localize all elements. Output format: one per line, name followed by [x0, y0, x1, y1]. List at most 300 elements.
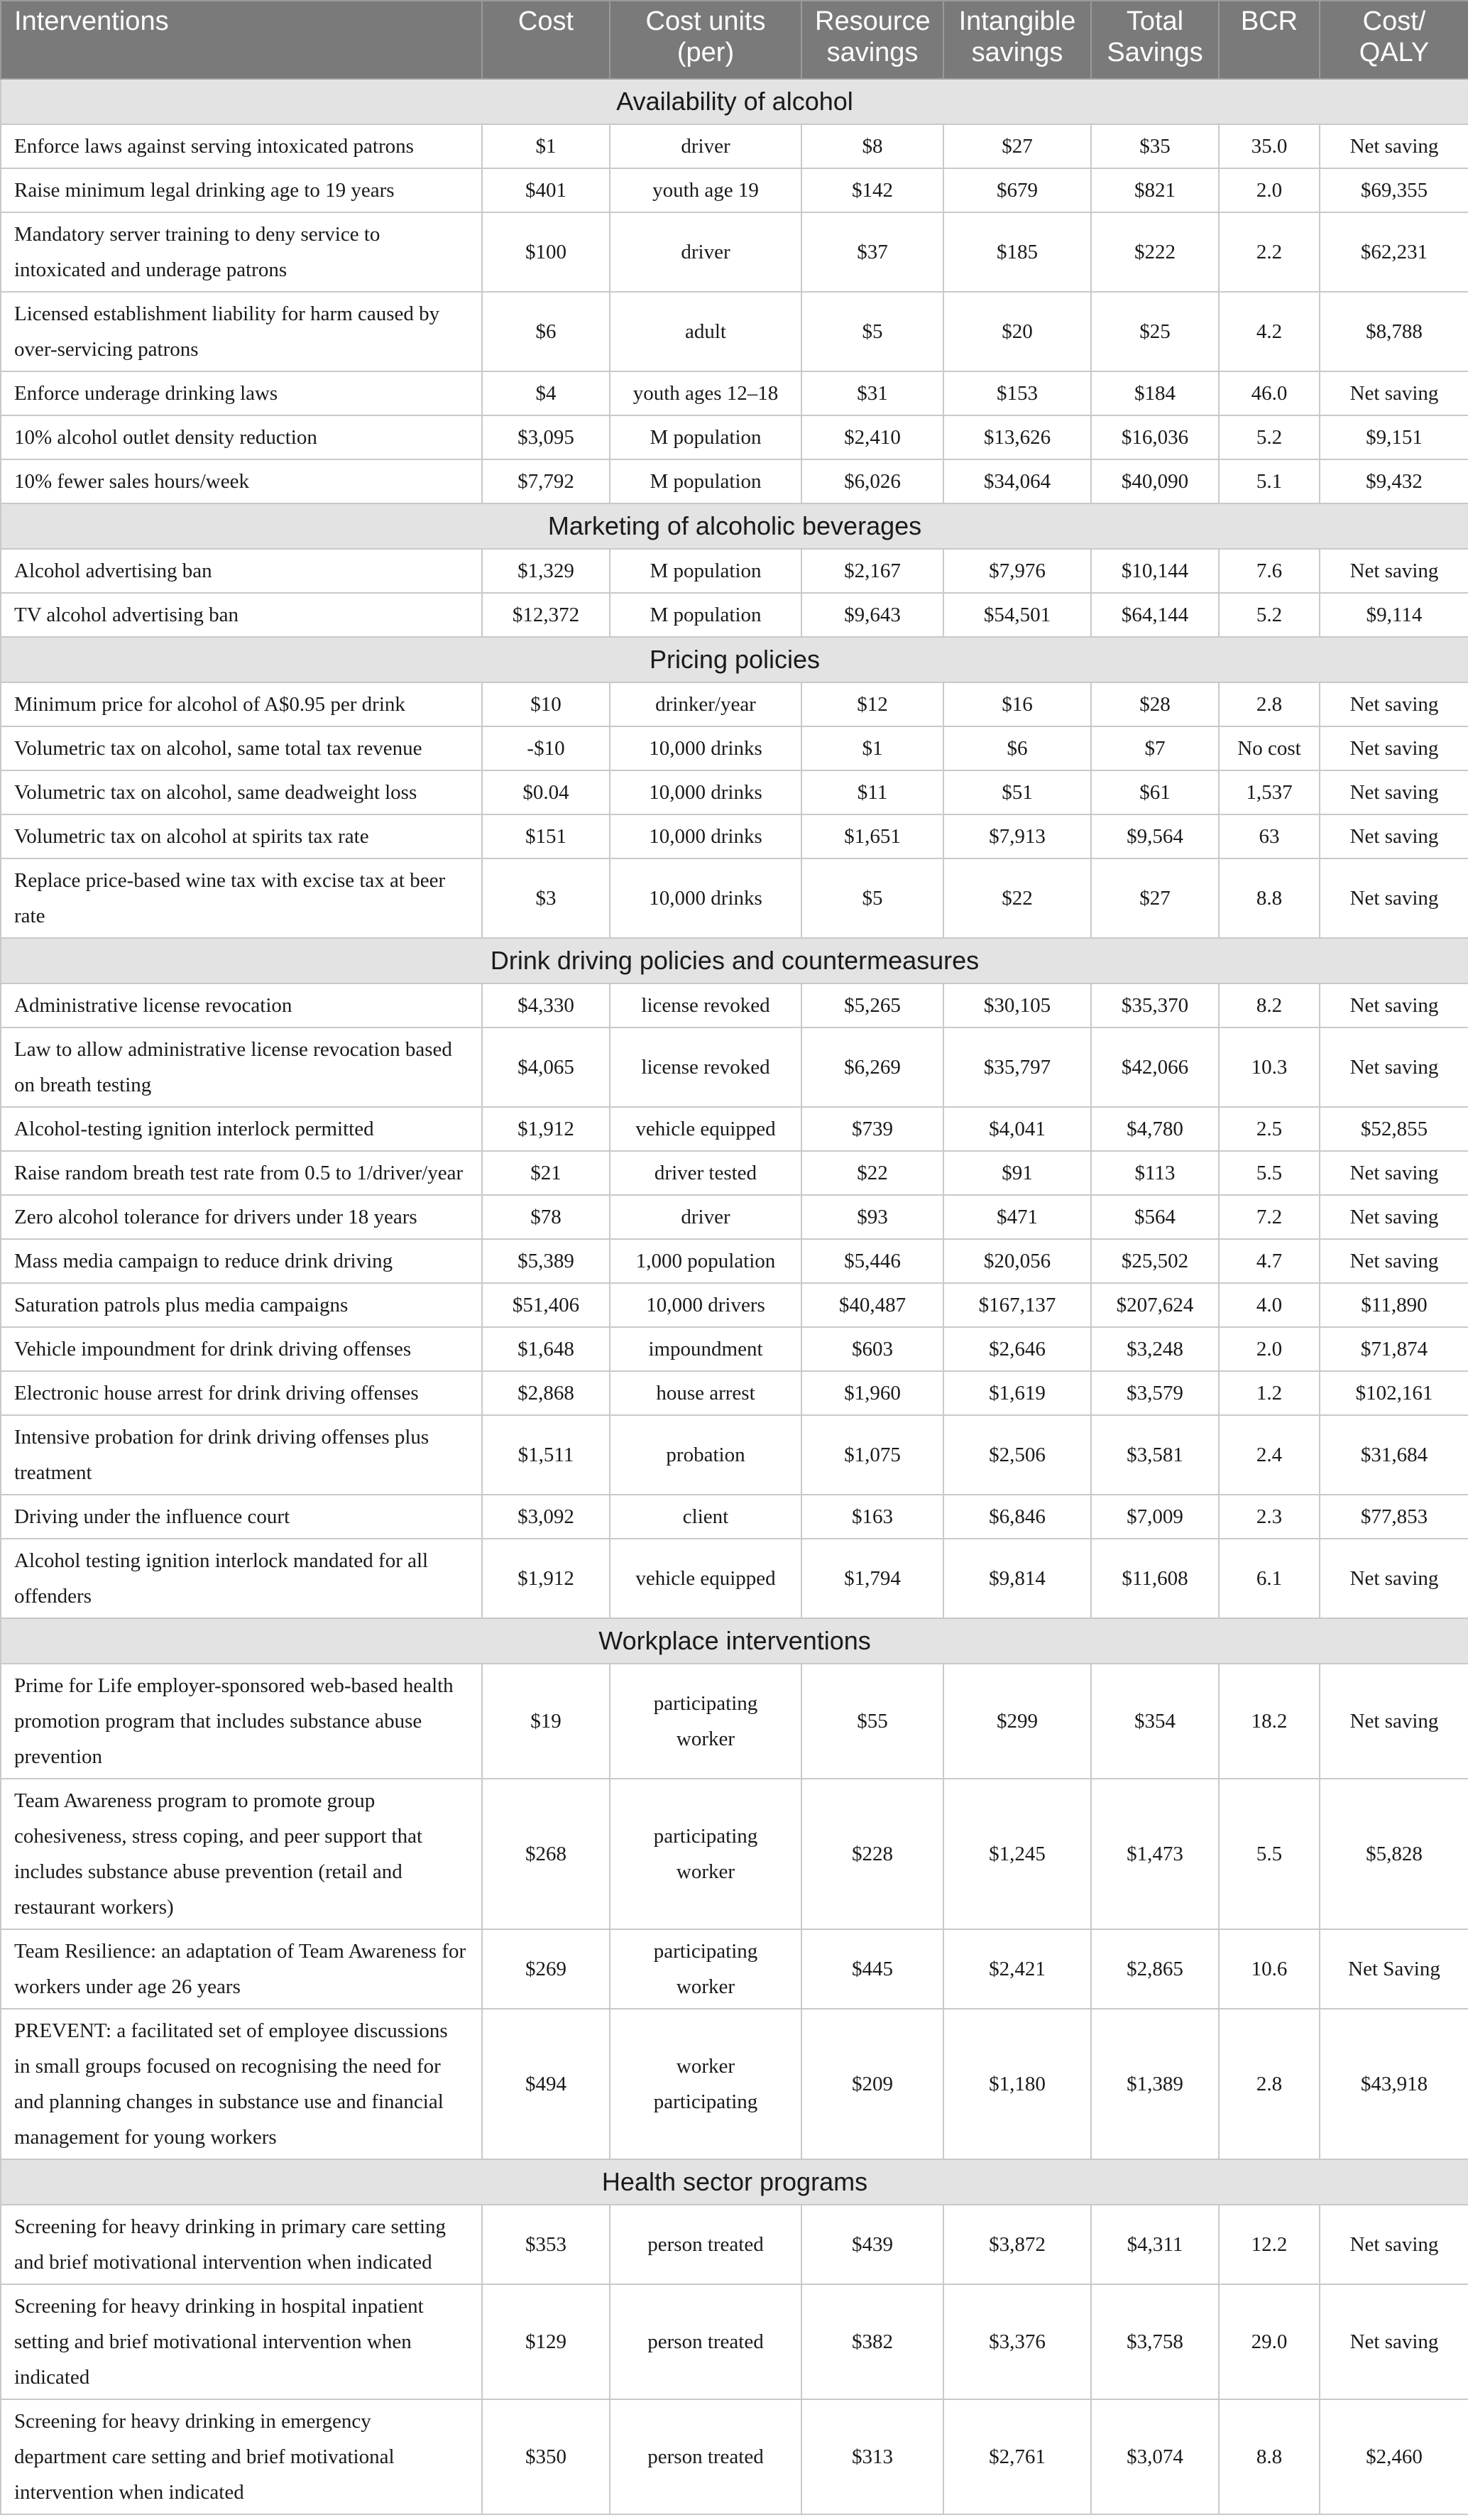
- total-savings-cell: $42,066: [1091, 1027, 1219, 1107]
- table-row: [1, 2284, 1468, 2399]
- cost-cell: $3: [482, 858, 610, 938]
- table-row: [1, 858, 1468, 938]
- cost-units-cell: participating worker: [610, 1664, 801, 1779]
- table-body: [1, 79, 1468, 2514]
- cost-cell: $1,329: [482, 549, 610, 593]
- table-row: [1, 459, 1468, 503]
- resource-savings-cell: $31: [801, 371, 943, 415]
- intervention-cell: Electronic house arrest for drink driving offenses: [1, 1371, 482, 1415]
- cost-units-cell: M population: [610, 415, 801, 459]
- table-row: [1, 549, 1468, 593]
- cost-units-cell: 1,000 population: [610, 1239, 801, 1283]
- cost-cell: $10: [482, 682, 610, 726]
- total-savings-cell: $35: [1091, 124, 1219, 168]
- table-row: [1, 1929, 1468, 2009]
- bcr-cell: 35.0: [1219, 124, 1320, 168]
- intangible-savings-cell: $54,501: [943, 593, 1091, 637]
- resource-savings-cell: $93: [801, 1195, 943, 1239]
- intangible-savings-cell: $16: [943, 682, 1091, 726]
- intervention-cell: Volumetric tax on alcohol, same total tax revenue: [1, 726, 482, 770]
- intangible-savings-cell: $1,619: [943, 1371, 1091, 1415]
- intervention-cell: Administrative license revocation: [1, 983, 482, 1027]
- intangible-savings-cell: $20: [943, 292, 1091, 371]
- table-row: [1, 371, 1468, 415]
- cost-per-qaly-cell: $69,355: [1320, 168, 1468, 212]
- intervention-cell: Team Awareness program to promote group cohesiveness, stress coping, and peer support that includes substance abuse prevention (retail and restaurant workers): [1, 1779, 482, 1929]
- intangible-savings-cell: $3,376: [943, 2284, 1091, 2399]
- cost-units-cell: driver: [610, 124, 801, 168]
- table-row: [1, 1239, 1468, 1283]
- cost-cell: $494: [482, 2009, 610, 2159]
- header-total-savings: Total Savings: [1091, 1, 1219, 79]
- bcr-cell: 5.1: [1219, 459, 1320, 503]
- cost-cell: $353: [482, 2205, 610, 2284]
- intangible-savings-cell: $167,137: [943, 1283, 1091, 1327]
- total-savings-cell: $4,780: [1091, 1107, 1219, 1151]
- intervention-cell: Screening for heavy drinking in primary care setting and brief motivational intervention when indicated: [1, 2205, 482, 2284]
- cost-per-qaly-cell: Net saving: [1320, 1664, 1468, 1779]
- cost-per-qaly-cell: Net saving: [1320, 124, 1468, 168]
- cost-cell: $7,792: [482, 459, 610, 503]
- cost-per-qaly-cell: Net saving: [1320, 2205, 1468, 2284]
- table-row: [1, 1283, 1468, 1327]
- bcr-cell: 2.0: [1219, 168, 1320, 212]
- cost-cell: $4: [482, 371, 610, 415]
- intangible-savings-cell: $185: [943, 212, 1091, 292]
- total-savings-cell: $9,564: [1091, 814, 1219, 858]
- section-row: [1, 79, 1468, 124]
- header-cost-per-qaly: Cost/ QALY: [1320, 1, 1468, 79]
- bcr-cell: 8.8: [1219, 2399, 1320, 2514]
- header-resource-savings: Resource savings: [801, 1, 943, 79]
- intervention-cell: 10% alcohol outlet density reduction: [1, 415, 482, 459]
- section-title: Marketing of alcoholic beverages: [1, 503, 1468, 549]
- table-row: [1, 1495, 1468, 1539]
- cost-units-cell: driver tested: [610, 1151, 801, 1195]
- intervention-cell: Licensed establishment liability for harm caused by over-servicing patrons: [1, 292, 482, 371]
- cost-cell: $350: [482, 2399, 610, 2514]
- total-savings-cell: $4,311: [1091, 2205, 1219, 2284]
- table-row: [1, 415, 1468, 459]
- cost-units-cell: 10,000 drinks: [610, 858, 801, 938]
- cost-per-qaly-cell: $8,788: [1320, 292, 1468, 371]
- bcr-cell: 8.2: [1219, 983, 1320, 1027]
- section-row: [1, 1618, 1468, 1664]
- cost-per-qaly-cell: Net saving: [1320, 1027, 1468, 1107]
- total-savings-cell: $3,248: [1091, 1327, 1219, 1371]
- cost-per-qaly-cell: Net saving: [1320, 770, 1468, 814]
- table-row: [1, 983, 1468, 1027]
- resource-savings-cell: $739: [801, 1107, 943, 1151]
- cost-per-qaly-cell: $71,874: [1320, 1327, 1468, 1371]
- cost-per-qaly-cell: $77,853: [1320, 1495, 1468, 1539]
- table-row: [1, 124, 1468, 168]
- table-row: [1, 682, 1468, 726]
- table-row: [1, 1779, 1468, 1929]
- bcr-cell: 2.4: [1219, 1415, 1320, 1495]
- total-savings-cell: $564: [1091, 1195, 1219, 1239]
- total-savings-cell: $222: [1091, 212, 1219, 292]
- intervention-cell: Driving under the influence court: [1, 1495, 482, 1539]
- intangible-savings-cell: $471: [943, 1195, 1091, 1239]
- cost-units-cell: M population: [610, 549, 801, 593]
- table-row: [1, 1371, 1468, 1415]
- table-row: [1, 1415, 1468, 1495]
- cost-units-cell: drinker/year: [610, 682, 801, 726]
- bcr-cell: 2.3: [1219, 1495, 1320, 1539]
- cost-units-cell: probation: [610, 1415, 801, 1495]
- bcr-cell: 4.0: [1219, 1283, 1320, 1327]
- total-savings-cell: $11,608: [1091, 1539, 1219, 1618]
- cost-per-qaly-cell: Net saving: [1320, 371, 1468, 415]
- cost-per-qaly-cell: $9,432: [1320, 459, 1468, 503]
- resource-savings-cell: $163: [801, 1495, 943, 1539]
- intangible-savings-cell: $9,814: [943, 1539, 1091, 1618]
- total-savings-cell: $35,370: [1091, 983, 1219, 1027]
- cost-units-cell: M population: [610, 459, 801, 503]
- cost-cell: $1,912: [482, 1107, 610, 1151]
- cost-cell: $2,868: [482, 1371, 610, 1415]
- cost-cell: $12,372: [482, 593, 610, 637]
- table-row: [1, 212, 1468, 292]
- intangible-savings-cell: $7,976: [943, 549, 1091, 593]
- resource-savings-cell: $12: [801, 682, 943, 726]
- table-header: [1, 1, 1468, 79]
- intervention-cell: PREVENT: a facilitated set of employee discussions in small groups focused on recognising the need for and planning changes in substance use and financial management for young workers: [1, 2009, 482, 2159]
- resource-savings-cell: $5,265: [801, 983, 943, 1027]
- total-savings-cell: $1,473: [1091, 1779, 1219, 1929]
- intangible-savings-cell: $2,421: [943, 1929, 1091, 2009]
- cost-cell: $269: [482, 1929, 610, 2009]
- resource-savings-cell: $11: [801, 770, 943, 814]
- cost-cell: $1,912: [482, 1539, 610, 1618]
- header-intangible-savings: Intangible savings: [943, 1, 1091, 79]
- intangible-savings-cell: $4,041: [943, 1107, 1091, 1151]
- cost-cell: $3,092: [482, 1495, 610, 1539]
- resource-savings-cell: $2,410: [801, 415, 943, 459]
- cost-cell: $100: [482, 212, 610, 292]
- bcr-cell: 7.2: [1219, 1195, 1320, 1239]
- cost-units-cell: adult: [610, 292, 801, 371]
- cost-cell: $0.04: [482, 770, 610, 814]
- cost-cell: $151: [482, 814, 610, 858]
- table-row: [1, 2205, 1468, 2284]
- section-row: [1, 2159, 1468, 2205]
- cost-per-qaly-cell: Net saving: [1320, 1195, 1468, 1239]
- bcr-cell: 4.7: [1219, 1239, 1320, 1283]
- intangible-savings-cell: $153: [943, 371, 1091, 415]
- cost-cell: $21: [482, 1151, 610, 1195]
- cost-units-cell: client: [610, 1495, 801, 1539]
- table-row: [1, 1327, 1468, 1371]
- intervention-cell: Volumetric tax on alcohol at spirits tax rate: [1, 814, 482, 858]
- cost-per-qaly-cell: $2,460: [1320, 2399, 1468, 2514]
- intangible-savings-cell: $679: [943, 168, 1091, 212]
- intervention-cell: Vehicle impoundment for drink driving offenses: [1, 1327, 482, 1371]
- cost-per-qaly-cell: Net saving: [1320, 726, 1468, 770]
- total-savings-cell: $821: [1091, 168, 1219, 212]
- intervention-cell: Screening for heavy drinking in emergency department care setting and brief motivational intervention when indicated: [1, 2399, 482, 2514]
- table-row: [1, 593, 1468, 637]
- cost-per-qaly-cell: Net saving: [1320, 1239, 1468, 1283]
- bcr-cell: 1,537: [1219, 770, 1320, 814]
- section-title: Workplace interventions: [1, 1618, 1468, 1664]
- bcr-cell: 5.5: [1219, 1779, 1320, 1929]
- cost-units-cell: M population: [610, 593, 801, 637]
- total-savings-cell: $207,624: [1091, 1283, 1219, 1327]
- cost-cell: $3,095: [482, 415, 610, 459]
- intangible-savings-cell: $299: [943, 1664, 1091, 1779]
- section-title: Health sector programs: [1, 2159, 1468, 2205]
- total-savings-cell: $113: [1091, 1151, 1219, 1195]
- bcr-cell: 2.5: [1219, 1107, 1320, 1151]
- section-title: Drink driving policies and countermeasures: [1, 938, 1468, 983]
- total-savings-cell: $10,144: [1091, 549, 1219, 593]
- cost-per-qaly-cell: Net saving: [1320, 858, 1468, 938]
- resource-savings-cell: $37: [801, 212, 943, 292]
- cost-units-cell: 10,000 drinks: [610, 814, 801, 858]
- cost-units-cell: 10,000 drivers: [610, 1283, 801, 1327]
- intangible-savings-cell: $1,245: [943, 1779, 1091, 1929]
- resource-savings-cell: $5: [801, 292, 943, 371]
- cost-units-cell: youth age 19: [610, 168, 801, 212]
- resource-savings-cell: $9,643: [801, 593, 943, 637]
- resource-savings-cell: $5: [801, 858, 943, 938]
- header-row: [1, 1, 1468, 79]
- cost-per-qaly-cell: Net saving: [1320, 549, 1468, 593]
- total-savings-cell: $3,579: [1091, 1371, 1219, 1415]
- table-row: [1, 770, 1468, 814]
- intangible-savings-cell: $13,626: [943, 415, 1091, 459]
- intangible-savings-cell: $35,797: [943, 1027, 1091, 1107]
- total-savings-cell: $184: [1091, 371, 1219, 415]
- total-savings-cell: $354: [1091, 1664, 1219, 1779]
- section-row: [1, 637, 1468, 682]
- intervention-cell: Mass media campaign to reduce drink driving: [1, 1239, 482, 1283]
- cost-per-qaly-cell: $31,684: [1320, 1415, 1468, 1495]
- intervention-cell: Saturation patrols plus media campaigns: [1, 1283, 482, 1327]
- cost-cell: $5,389: [482, 1239, 610, 1283]
- resource-savings-cell: $228: [801, 1779, 943, 1929]
- cost-cell: $1,511: [482, 1415, 610, 1495]
- total-savings-cell: $40,090: [1091, 459, 1219, 503]
- cost-units-cell: impoundment: [610, 1327, 801, 1371]
- resource-savings-cell: $1,651: [801, 814, 943, 858]
- intervention-cell: Raise minimum legal drinking age to 19 years: [1, 168, 482, 212]
- resource-savings-cell: $1,075: [801, 1415, 943, 1495]
- intangible-savings-cell: $6: [943, 726, 1091, 770]
- cost-cell: $1: [482, 124, 610, 168]
- cost-per-qaly-cell: Net saving: [1320, 682, 1468, 726]
- cost-per-qaly-cell: $5,828: [1320, 1779, 1468, 1929]
- cost-per-qaly-cell: $9,114: [1320, 593, 1468, 637]
- intervention-cell: 10% fewer sales hours/week: [1, 459, 482, 503]
- bcr-cell: 63: [1219, 814, 1320, 858]
- intangible-savings-cell: $2,761: [943, 2399, 1091, 2514]
- intangible-savings-cell: $27: [943, 124, 1091, 168]
- intervention-cell: Intensive probation for drink driving offenses plus treatment: [1, 1415, 482, 1495]
- bcr-cell: 5.2: [1219, 593, 1320, 637]
- table-row: [1, 2399, 1468, 2514]
- total-savings-cell: $28: [1091, 682, 1219, 726]
- bcr-cell: 7.6: [1219, 549, 1320, 593]
- resource-savings-cell: $209: [801, 2009, 943, 2159]
- bcr-cell: 4.2: [1219, 292, 1320, 371]
- total-savings-cell: $1,389: [1091, 2009, 1219, 2159]
- cost-units-cell: participating worker: [610, 1929, 801, 2009]
- header-cost-units: Cost units (per): [610, 1, 801, 79]
- cost-cell: -$10: [482, 726, 610, 770]
- cost-units-cell: vehicle equipped: [610, 1107, 801, 1151]
- bcr-cell: 10.3: [1219, 1027, 1320, 1107]
- header-bcr: BCR: [1219, 1, 1320, 79]
- cost-per-qaly-cell: Net saving: [1320, 1151, 1468, 1195]
- total-savings-cell: $3,758: [1091, 2284, 1219, 2399]
- intangible-savings-cell: $7,913: [943, 814, 1091, 858]
- intervention-cell: Alcohol testing ignition interlock mandated for all offenders: [1, 1539, 482, 1618]
- cost-per-qaly-cell: Net saving: [1320, 814, 1468, 858]
- cost-per-qaly-cell: Net saving: [1320, 1539, 1468, 1618]
- cost-cell: $129: [482, 2284, 610, 2399]
- cost-units-cell: person treated: [610, 2205, 801, 2284]
- intervention-cell: Enforce laws against serving intoxicated patrons: [1, 124, 482, 168]
- bcr-cell: 2.8: [1219, 682, 1320, 726]
- cost-cell: $51,406: [482, 1283, 610, 1327]
- cost-units-cell: person treated: [610, 2284, 801, 2399]
- table-row: [1, 1151, 1468, 1195]
- intervention-cell: Prime for Life employer-sponsored web-based health promotion program that includes substance abuse prevention: [1, 1664, 482, 1779]
- resource-savings-cell: $142: [801, 168, 943, 212]
- cost-units-cell: house arrest: [610, 1371, 801, 1415]
- bcr-cell: 5.2: [1219, 415, 1320, 459]
- resource-savings-cell: $22: [801, 1151, 943, 1195]
- bcr-cell: 2.2: [1219, 212, 1320, 292]
- bcr-cell: 29.0: [1219, 2284, 1320, 2399]
- bcr-cell: 46.0: [1219, 371, 1320, 415]
- bcr-cell: 6.1: [1219, 1539, 1320, 1618]
- total-savings-cell: $61: [1091, 770, 1219, 814]
- total-savings-cell: $27: [1091, 858, 1219, 938]
- resource-savings-cell: $55: [801, 1664, 943, 1779]
- intangible-savings-cell: $3,872: [943, 2205, 1091, 2284]
- cost-cell: $1,648: [482, 1327, 610, 1371]
- bcr-cell: 2.0: [1219, 1327, 1320, 1371]
- intervention-cell: Volumetric tax on alcohol, same deadweight loss: [1, 770, 482, 814]
- header-interventions: Interventions: [1, 1, 482, 79]
- resource-savings-cell: $603: [801, 1327, 943, 1371]
- cost-cell: $78: [482, 1195, 610, 1239]
- table-row: [1, 2009, 1468, 2159]
- bcr-cell: 18.2: [1219, 1664, 1320, 1779]
- intangible-savings-cell: $22: [943, 858, 1091, 938]
- table-row: [1, 1107, 1468, 1151]
- resource-savings-cell: $1: [801, 726, 943, 770]
- header-cost: Cost: [482, 1, 610, 79]
- cost-cell: $268: [482, 1779, 610, 1929]
- resource-savings-cell: $439: [801, 2205, 943, 2284]
- cost-units-cell: 10,000 drinks: [610, 726, 801, 770]
- cost-cell: $19: [482, 1664, 610, 1779]
- table-row: [1, 1027, 1468, 1107]
- intangible-savings-cell: $34,064: [943, 459, 1091, 503]
- cost-units-cell: youth ages 12–18: [610, 371, 801, 415]
- table-row: [1, 1664, 1468, 1779]
- intervention-cell: Raise random breath test rate from 0.5 to 1/driver/year: [1, 1151, 482, 1195]
- resource-savings-cell: $6,026: [801, 459, 943, 503]
- resource-savings-cell: $382: [801, 2284, 943, 2399]
- cost-cell: $4,330: [482, 983, 610, 1027]
- intervention-cell: Zero alcohol tolerance for drivers under 18 years: [1, 1195, 482, 1239]
- table-row: [1, 168, 1468, 212]
- intangible-savings-cell: $91: [943, 1151, 1091, 1195]
- intangible-savings-cell: $1,180: [943, 2009, 1091, 2159]
- cost-units-cell: person treated: [610, 2399, 801, 2514]
- cost-per-qaly-cell: $102,161: [1320, 1371, 1468, 1415]
- cost-units-cell: driver: [610, 1195, 801, 1239]
- section-row: [1, 503, 1468, 549]
- bcr-cell: 2.8: [1219, 2009, 1320, 2159]
- intangible-savings-cell: $30,105: [943, 983, 1091, 1027]
- table-row: [1, 1539, 1468, 1618]
- intervention-cell: Team Resilience: an adaptation of Team Awareness for workers under age 26 years: [1, 1929, 482, 2009]
- table-row: [1, 726, 1468, 770]
- cost-units-cell: driver: [610, 212, 801, 292]
- cost-units-cell: participating worker: [610, 1779, 801, 1929]
- resource-savings-cell: $40,487: [801, 1283, 943, 1327]
- table-row: [1, 1195, 1468, 1239]
- table-row: [1, 292, 1468, 371]
- cost-per-qaly-cell: $43,918: [1320, 2009, 1468, 2159]
- section-title: Pricing policies: [1, 637, 1468, 682]
- cost-cell: $4,065: [482, 1027, 610, 1107]
- intervention-cell: Alcohol advertising ban: [1, 549, 482, 593]
- resource-savings-cell: $8: [801, 124, 943, 168]
- cost-per-qaly-cell: Net saving: [1320, 983, 1468, 1027]
- total-savings-cell: $3,074: [1091, 2399, 1219, 2514]
- cost-cell: $401: [482, 168, 610, 212]
- resource-savings-cell: $5,446: [801, 1239, 943, 1283]
- cost-units-cell: worker participating: [610, 2009, 801, 2159]
- intervention-cell: Alcohol-testing ignition interlock permitted: [1, 1107, 482, 1151]
- total-savings-cell: $16,036: [1091, 415, 1219, 459]
- intervention-cell: Screening for heavy drinking in hospital inpatient setting and brief motivational intervention when indicated: [1, 2284, 482, 2399]
- resource-savings-cell: $1,794: [801, 1539, 943, 1618]
- resource-savings-cell: $1,960: [801, 1371, 943, 1415]
- cost-per-qaly-cell: $62,231: [1320, 212, 1468, 292]
- intervention-cell: TV alcohol advertising ban: [1, 593, 482, 637]
- bcr-cell: 1.2: [1219, 1371, 1320, 1415]
- total-savings-cell: $3,581: [1091, 1415, 1219, 1495]
- bcr-cell: 10.6: [1219, 1929, 1320, 2009]
- bcr-cell: 8.8: [1219, 858, 1320, 938]
- cost-per-qaly-cell: Net saving: [1320, 2284, 1468, 2399]
- cost-units-cell: vehicle equipped: [610, 1539, 801, 1618]
- intervention-cell: Replace price-based wine tax with excise tax at beer rate: [1, 858, 482, 938]
- resource-savings-cell: $2,167: [801, 549, 943, 593]
- cost-per-qaly-cell: $52,855: [1320, 1107, 1468, 1151]
- intervention-cell: Minimum price for alcohol of A$0.95 per drink: [1, 682, 482, 726]
- intangible-savings-cell: $2,506: [943, 1415, 1091, 1495]
- intervention-cell: Enforce underage drinking laws: [1, 371, 482, 415]
- total-savings-cell: $25,502: [1091, 1239, 1219, 1283]
- intangible-savings-cell: $6,846: [943, 1495, 1091, 1539]
- cost-units-cell: license revoked: [610, 983, 801, 1027]
- total-savings-cell: $7,009: [1091, 1495, 1219, 1539]
- resource-savings-cell: $6,269: [801, 1027, 943, 1107]
- cost-cell: $6: [482, 292, 610, 371]
- bcr-cell: No cost: [1219, 726, 1320, 770]
- table-row: [1, 814, 1468, 858]
